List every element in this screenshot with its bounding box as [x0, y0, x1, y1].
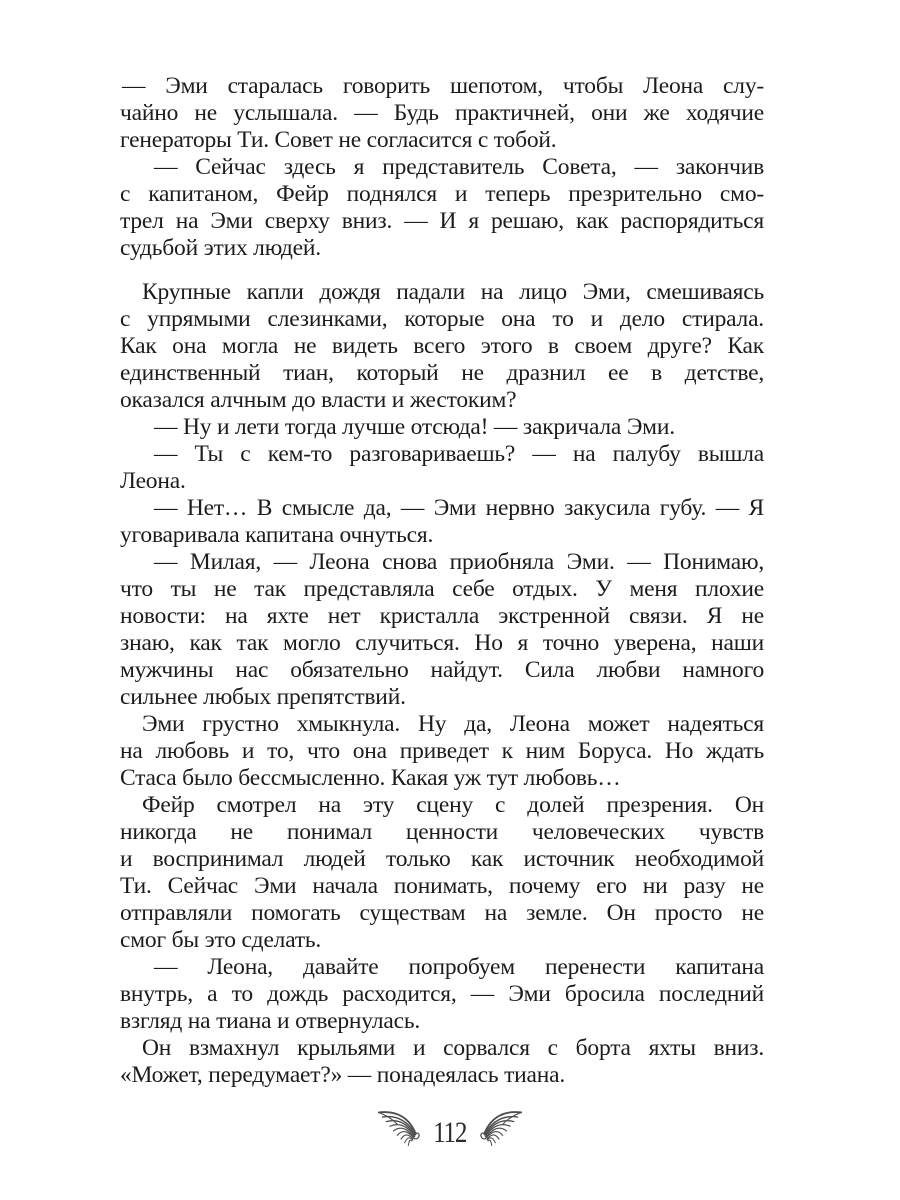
text-line: — Ты с кем-то разговариваешь? — на палубу вышла	[154, 441, 764, 467]
text-line: генераторы Ти. Совет не согласится с тобой.	[120, 127, 557, 153]
text-line: смог бы это сделать.	[120, 927, 322, 953]
page-footer	[0, 1106, 900, 1152]
paragraph	[120, 792, 764, 954]
paragraph	[120, 279, 764, 414]
text-line: Крупные капли дождя падали на лицо Эми, смешиваясь	[142, 279, 764, 305]
text-line: Как она могла не видеть всего этого в своем друге? Как	[120, 333, 764, 359]
text-line: и воспринимал людей только как источник необходимой	[120, 846, 764, 872]
text-line: единственный тиан, который не дразнил ее в детстве,	[120, 360, 764, 386]
paragraph	[120, 711, 764, 792]
text-line: — Милая, — Леона снова приобняла Эми. — Понимаю,	[154, 549, 764, 575]
paragraph	[120, 1035, 764, 1089]
text-line: Эми грустно хмыкнула. Ну да, Леона может надеяться	[142, 711, 764, 737]
text-line: с упрямыми слезинками, которые она то и дело стирала.	[120, 306, 764, 332]
paragraph	[120, 549, 764, 711]
text-line: — Эми старалась говорить шепотом, чтобы Леона слу-	[122, 73, 764, 99]
text-line: судьбой этих людей.	[120, 235, 321, 261]
text-line: Он взмахнул крыльями и сорвался с борта яхты вниз.	[142, 1035, 764, 1061]
paragraph	[120, 495, 764, 549]
text-line: отправляли помогать существам на земле. Он просто не	[120, 900, 764, 926]
paragraph	[120, 414, 764, 441]
paragraph	[120, 154, 764, 262]
text-line: оказался алчным до власти и жестоким?	[120, 387, 517, 413]
text-line: чайно не услышала. — Будь практичней, они же ходячие	[120, 100, 764, 126]
paragraph	[120, 441, 764, 495]
text-line: никогда не понимал ценности человеческих чувств	[120, 819, 764, 845]
text-line: — Леона, давайте попробуем перенести капитана	[154, 954, 764, 980]
text-line: Ти. Сейчас Эми начала понимать, почему его ни разу не	[120, 873, 764, 899]
text-line: уговаривала капитана очнуться.	[120, 522, 434, 548]
text-line: на любовь и то, что она приведет к ним Боруса. Но ждать	[120, 738, 764, 764]
text-line: — Нет… В смысле да, — Эми нервно закусила губу. — Я	[154, 495, 764, 521]
text-line: взгляд на тиана и отвернулась.	[120, 1008, 421, 1034]
text-line: Леона.	[120, 468, 186, 494]
text-line: — Ну и лети тогда лучше отсюда! — закричала Эми.	[154, 414, 675, 440]
text-line: с капитаном, Фейр поднялся и теперь презрительно смо-	[120, 181, 764, 207]
text-line: знаю, как так могло случиться. Но я точно уверена, наши	[120, 630, 764, 656]
text-line: Стаса было бессмысленно. Какая уж тут любовь…	[120, 765, 621, 791]
text-line: — Сейчас здесь я представитель Совета, — закончив	[154, 154, 764, 180]
text-line: новости: на яхте нет кристалла экстренной связи. Я не	[120, 603, 764, 629]
text-line: трел на Эми сверху вниз. — И я решаю, как распорядиться	[120, 208, 764, 234]
wing-ornament-left-icon	[377, 1108, 423, 1150]
page-number: 112	[433, 1116, 467, 1149]
wing-ornament-right-icon	[477, 1108, 523, 1150]
text-line: внутрь, а то дождь расходится, — Эми бросила последний	[120, 981, 764, 1007]
paragraph	[120, 73, 764, 154]
paragraph	[120, 954, 764, 1035]
text-line: «Может, передумает?» — понадеялась тиана.	[120, 1062, 566, 1088]
text-line: Фейр смотрел на эту сцену с долей презрения. Он	[142, 792, 764, 818]
text-line: что ты не так представляла себе отдых. У меня плохие	[120, 576, 764, 602]
text-line: мужчины нас обязательно найдут. Сила любви намного	[120, 657, 764, 683]
page-text	[120, 73, 764, 1089]
text-line: сильнее любых препятствий.	[120, 684, 406, 710]
